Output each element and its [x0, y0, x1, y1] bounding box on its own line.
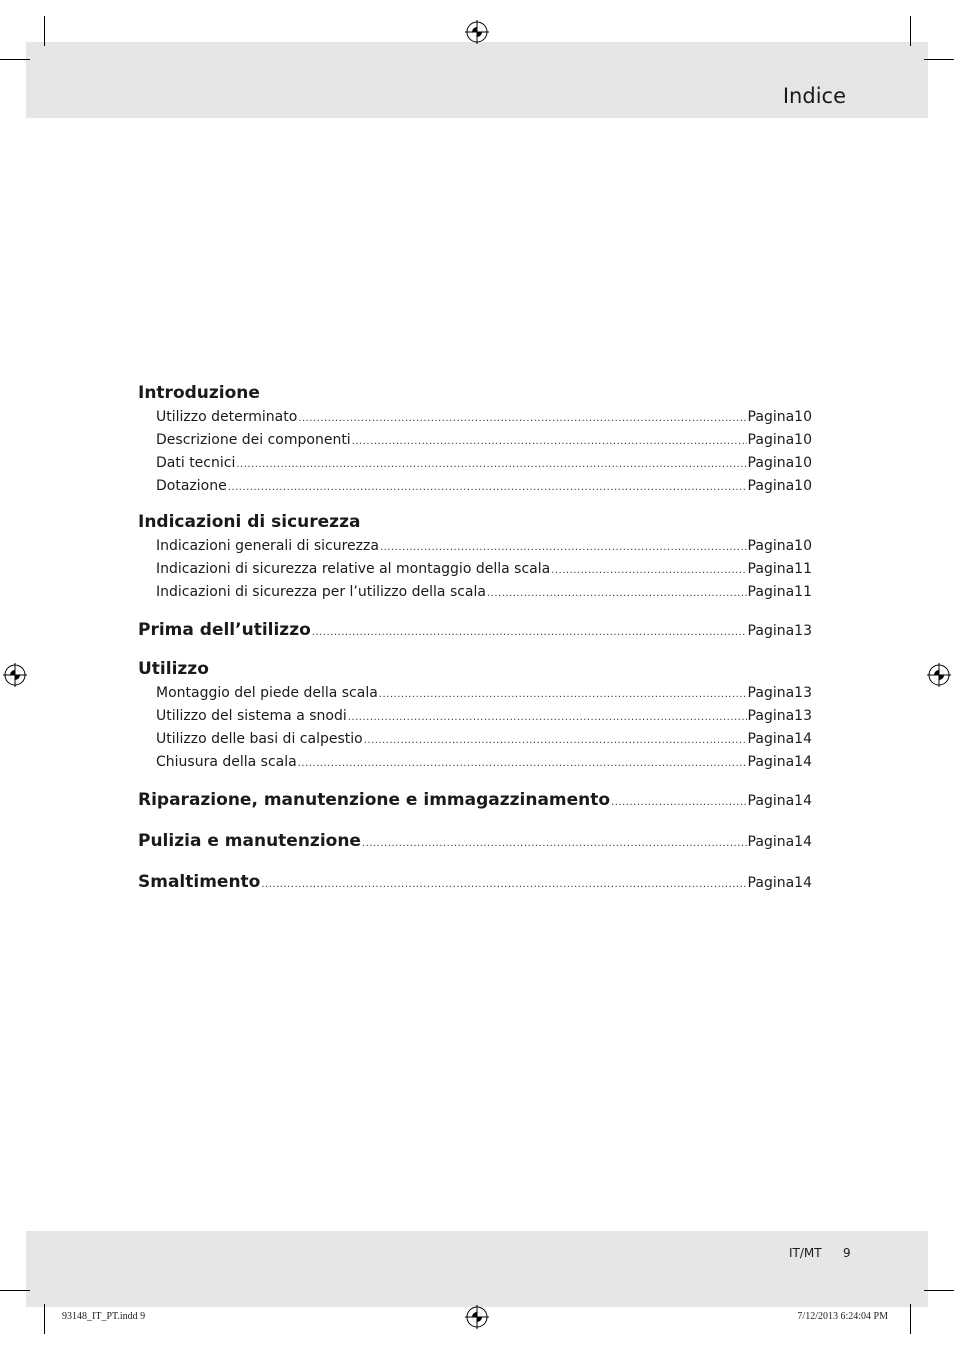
leader-dots: [261, 870, 746, 900]
leader-dots: [551, 559, 746, 582]
toc-page-word: Pagina: [747, 708, 795, 724]
toc-section-prima: [138, 615, 812, 645]
toc-section-heading: Introduzione: [138, 383, 260, 403]
toc-page-word: Pagina: [747, 409, 795, 425]
leader-dots: [348, 706, 747, 729]
toc-entry-label: Chiusura della scala: [156, 754, 297, 770]
toc-entry[interactable]: [138, 785, 812, 815]
toc-entry-label: Indicazioni di sicurezza per l’utilizzo della scala: [156, 584, 486, 600]
toc-section-heading: Smaltimento: [138, 872, 261, 892]
toc-entry-label: Montaggio del piede della scala: [156, 685, 378, 701]
registration-mark-icon: [465, 1305, 489, 1329]
toc-entry[interactable]: [138, 581, 812, 604]
toc-page-number: 14: [794, 731, 812, 747]
toc-entry-label: Indicazioni di sicurezza relative al montaggio della scala: [156, 561, 551, 577]
toc-page-number: 14: [794, 754, 812, 770]
toc-section-pulizia: [138, 826, 812, 856]
leader-dots: [487, 582, 747, 605]
toc-entry[interactable]: [138, 429, 812, 452]
footer-band: [26, 1231, 928, 1307]
toc-page-word: Pagina: [747, 584, 795, 600]
toc-page-number: 10: [794, 538, 812, 554]
toc-page-number: 13: [794, 708, 812, 724]
table-of-contents: [138, 380, 812, 908]
toc-page-number: 13: [794, 685, 812, 701]
print-slug-datetime: 7/12/2013 6:24:04 PM: [797, 1311, 888, 1322]
toc-section-heading: Utilizzo: [138, 659, 209, 679]
toc-entry[interactable]: [138, 535, 812, 558]
page-title: Indice: [782, 84, 846, 108]
leader-dots: [611, 788, 746, 818]
toc-page-word: Pagina: [747, 875, 795, 891]
toc-page-number: 14: [794, 875, 812, 891]
toc-page-word: Pagina: [747, 538, 795, 554]
toc-entry-label: Utilizzo delle basi di calpestio: [156, 731, 363, 747]
leader-dots: [364, 729, 747, 752]
registration-mark-icon: [3, 663, 27, 687]
toc-page-word: Pagina: [747, 731, 795, 747]
toc-entry[interactable]: [138, 558, 812, 581]
crop-mark: [0, 1290, 30, 1291]
registration-mark-icon: [465, 20, 489, 44]
toc-section-sicurezza: [138, 509, 812, 604]
leader-dots: [236, 453, 746, 476]
crop-mark: [44, 1304, 45, 1334]
toc-entry[interactable]: [138, 867, 812, 897]
toc-section-smaltimento: [138, 867, 812, 897]
toc-entry[interactable]: [138, 615, 812, 645]
toc-page-word: Pagina: [747, 793, 795, 809]
leader-dots: [312, 618, 747, 648]
toc-page-number: 14: [794, 793, 812, 809]
toc-section-riparazione: [138, 785, 812, 815]
toc-entry-label: Dotazione: [156, 478, 227, 494]
toc-page-number: 14: [794, 834, 812, 850]
registration-mark-icon: [927, 663, 951, 687]
leader-dots: [380, 536, 747, 559]
toc-entry[interactable]: [138, 406, 812, 429]
crop-mark: [924, 1290, 954, 1291]
toc-page-word: Pagina: [747, 478, 795, 494]
toc-page-word: Pagina: [747, 754, 795, 770]
toc-entry[interactable]: [138, 475, 812, 498]
print-slug-file: 93148_IT_PT.indd 9: [62, 1311, 146, 1322]
toc-section-utilizzo: [138, 656, 812, 774]
toc-section-heading: Prima dell’utilizzo: [138, 620, 311, 640]
crop-mark: [44, 16, 45, 46]
toc-entry[interactable]: [138, 728, 812, 751]
crop-mark: [924, 59, 954, 60]
toc-section-introduzione: [138, 380, 812, 498]
toc-page-word: Pagina: [747, 455, 795, 471]
toc-page-number: 10: [794, 455, 812, 471]
toc-section-heading: Indicazioni di sicurezza: [138, 512, 361, 532]
leader-dots: [379, 683, 747, 706]
crop-mark: [910, 16, 911, 46]
toc-page-word: Pagina: [747, 685, 795, 701]
crop-mark: [0, 59, 30, 60]
footer-language-code: IT/MT: [789, 1246, 822, 1260]
leader-dots: [228, 476, 747, 499]
toc-page-number: 11: [794, 561, 812, 577]
leader-dots: [362, 829, 747, 859]
toc-entry[interactable]: [138, 826, 812, 856]
toc-entry-label: Descrizione dei componenti: [156, 432, 351, 448]
toc-page-number: 11: [794, 584, 812, 600]
toc-page-number: 13: [794, 623, 812, 639]
toc-entry-label: Indicazioni generali di sicurezza: [156, 538, 379, 554]
toc-entry-label: Utilizzo determinato: [156, 409, 298, 425]
leader-dots: [352, 430, 747, 453]
toc-entry-label: Dati tecnici: [156, 455, 236, 471]
toc-entry-label: Utilizzo del sistema a snodi: [156, 708, 347, 724]
toc-entry[interactable]: [138, 682, 812, 705]
toc-section-heading: Riparazione, manutenzione e immagazzinamento: [138, 790, 611, 810]
leader-dots: [298, 407, 746, 430]
toc-entry[interactable]: [138, 452, 812, 475]
crop-mark: [910, 1304, 911, 1334]
toc-page-word: Pagina: [747, 834, 795, 850]
leader-dots: [298, 752, 747, 775]
toc-page-word: Pagina: [747, 623, 795, 639]
toc-entry[interactable]: [138, 751, 812, 774]
toc-page-number: 10: [794, 432, 812, 448]
toc-page-word: Pagina: [747, 561, 795, 577]
footer-page-number: 9: [843, 1246, 851, 1260]
toc-page-number: 10: [794, 478, 812, 494]
toc-page-number: 10: [794, 409, 812, 425]
toc-section-heading: Pulizia e manutenzione: [138, 831, 361, 851]
toc-page-word: Pagina: [747, 432, 795, 448]
toc-entry[interactable]: [138, 705, 812, 728]
